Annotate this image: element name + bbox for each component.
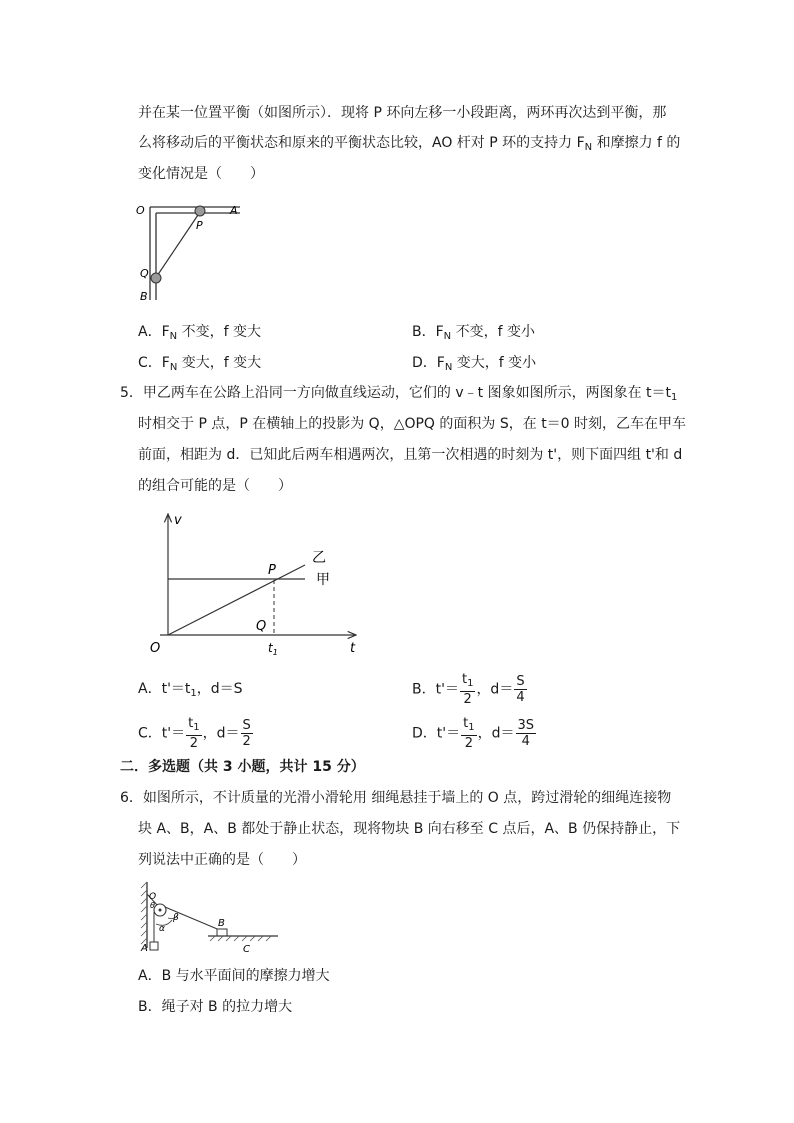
q5-option-c: C．t'＝ $\frac{t_1}{2}$ ，d＝ $\frac{S}{2}$ bbox=[138, 716, 251, 751]
q4-line-3: 变化情况是（ ） bbox=[138, 166, 264, 182]
q5-line-1: 5．甲乙两车在公路上沿同一方向做直线运动，它们的 v﹣t 图象如图所示，两图象在 $t=t_1$ bbox=[120, 385, 678, 403]
label-b: B bbox=[140, 290, 148, 303]
fraction-t1-over-2: $\frac{t_1}{2}$ bbox=[461, 672, 474, 707]
q4-line-1: 并在某一位置平衡（如图所示）．现将 P 环向左移一小段距离，两环再次达到平衡，那 bbox=[138, 105, 667, 121]
q4-rod-ring-figure bbox=[130, 198, 250, 308]
label-q: Q bbox=[140, 267, 149, 280]
q4-option-c: C．$F_N$ 变大，f 变大 bbox=[138, 355, 262, 373]
label-alpha: α bbox=[159, 924, 165, 934]
q6-line-2: 块 A、B，A、B 都处于静止状态，现将物块 B 向右移至 C 点后，A、B 仍保持静止，下 bbox=[138, 821, 681, 837]
q4-option-a: A．$F_N$ 不变，f 变大 bbox=[138, 324, 261, 342]
label-t1: $t_1$ bbox=[268, 641, 278, 657]
section-title-multi-choice: 二．多选题（共 3 小题，共计 15 分） bbox=[120, 759, 365, 775]
label-yi: 乙 bbox=[312, 550, 326, 566]
q5-line-3: 前面，相距为 d．已知此后两车相遇两次，且第一次相遇的时刻为 t'，则下面四组 t'和 d bbox=[138, 447, 683, 463]
label-c: C bbox=[243, 944, 250, 955]
q5-line-2: 时相交于 P 点，P 在横轴上的投影为 Q，△OPQ 的面积为 S，在 t＝0 时刻，乙车在甲车 bbox=[138, 416, 687, 432]
label-a: A bbox=[230, 204, 238, 217]
q6-line-1: 6．如图所示，不计质量的光滑小滑轮用 细绳悬挂于墙上的 O 点，跨过滑轮的细绳连接物 bbox=[120, 790, 672, 806]
q6-option-a: A．B 与水平面间的摩擦力增大 bbox=[138, 968, 330, 984]
label-v: v bbox=[174, 513, 182, 528]
q4-option-d: D．$F_N$ 变大，f 变小 bbox=[412, 355, 537, 373]
pulley-axle bbox=[159, 909, 162, 912]
block-b bbox=[217, 929, 227, 936]
label-jia: 甲 bbox=[316, 572, 330, 588]
label-o: O bbox=[149, 892, 157, 902]
q6-option-b: B．绳子对 B 的拉力增大 bbox=[138, 999, 293, 1015]
fraction-s-over-2: $\frac{S}{2}$ bbox=[242, 718, 251, 749]
q5-line-4: 的组合可能的是（ ） bbox=[138, 478, 292, 494]
q5-option-a: A．$t'=t_1$，d＝S bbox=[138, 681, 243, 699]
q6-line-3: 列说法中正确的是（ ） bbox=[138, 852, 306, 868]
label-t: t bbox=[350, 641, 356, 656]
label-b: B bbox=[218, 918, 225, 929]
q4-option-b: B．$F_N$ 不变，f 变小 bbox=[412, 324, 535, 342]
q5-option-b: B．t'＝ $\frac{t_1}{2}$ ，d＝ $\frac{S}{4}$ bbox=[412, 672, 525, 707]
line-yi bbox=[168, 565, 305, 635]
string-pq bbox=[157, 212, 200, 276]
ground-hatching bbox=[210, 936, 271, 941]
label-o: O bbox=[136, 204, 145, 217]
fraction-t1-over-2: $\frac{t_1}{2}$ bbox=[463, 716, 475, 751]
label-p: P bbox=[268, 563, 276, 578]
block-a bbox=[150, 942, 158, 950]
q6-pulley-figure bbox=[138, 880, 288, 960]
fraction-3s-over-4: $\frac{3S}{4}$ bbox=[517, 718, 535, 749]
label-a: A bbox=[141, 943, 148, 954]
q4-line-2: 么将移动后的平衡状态和原来的平衡状态比较，AO 杆对 P 环的支持力 $F_N$ 和摩擦力 f 的 bbox=[138, 135, 681, 153]
fraction-s-over-4: $\frac{S}{4}$ bbox=[516, 674, 525, 705]
label-theta: θ bbox=[150, 901, 155, 910]
label-q: Q bbox=[256, 619, 267, 634]
q5-option-d: D．t'＝ $\frac{t_1}{2}$ ，d＝ $\frac{3S}{4}$ bbox=[412, 716, 535, 751]
label-o: O bbox=[150, 641, 161, 656]
ring-q bbox=[151, 273, 161, 283]
label-p: P bbox=[196, 219, 203, 232]
wall-hatching bbox=[141, 882, 147, 944]
fraction-t1-over-2: $\frac{t_1}{2}$ bbox=[188, 716, 200, 751]
ring-p bbox=[195, 206, 205, 216]
label-beta: β bbox=[173, 913, 179, 923]
q5-vt-graph bbox=[140, 508, 370, 658]
